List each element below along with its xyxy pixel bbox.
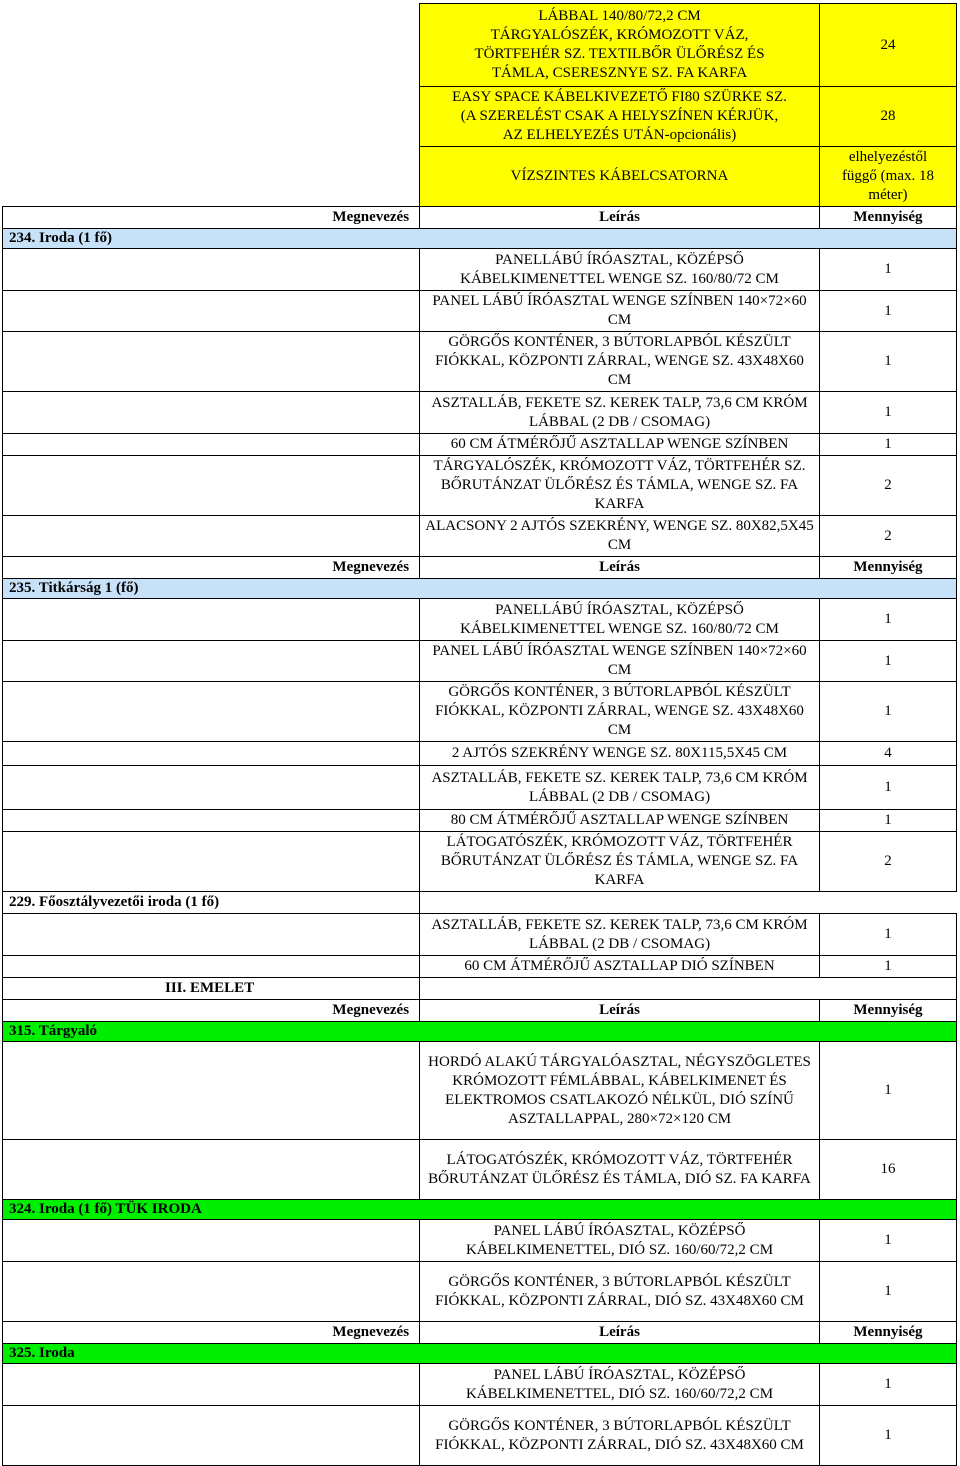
item-quantity: elhelyezéstől függő (max. 18 méter) [819, 147, 956, 207]
item-quantity: 1 [819, 1042, 956, 1140]
room-row [3, 1200, 957, 1220]
item-description: TÁRGYALÓSZÉK, KRÓMOZOTT VÁZ, TÖRTFEHÉR SZ. BŐRUTÁNZAT ÜLŐRÉSZ ÉS TÁMLA, WENGE SZ. FA KARFA [420, 456, 820, 516]
document-page [2, 3, 957, 1466]
table-row [3, 641, 957, 682]
furniture-table [2, 3, 957, 1466]
item-quantity: 1 [819, 810, 956, 832]
table-row [3, 810, 957, 832]
item-quantity: 4 [819, 742, 956, 766]
room-row [3, 1344, 957, 1364]
floor-row [3, 978, 957, 1000]
table-row [3, 914, 957, 956]
item-quantity: 1 [819, 1364, 956, 1406]
header-description: Leírás [420, 1000, 820, 1022]
item-quantity: 1 [819, 434, 956, 456]
item-description: 2 AJTÓS SZEKRÉNY WENGE SZ. 80X115,5X45 CM [420, 742, 820, 766]
item-description: VÍZSZINTES KÁBELCSATORNA [420, 147, 820, 207]
item-description: PANELLÁBÚ ÍRÓASZTAL, KÖZÉPSŐ KÁBELKIMENETTEL WENGE SZ. 160/80/72 CM [420, 249, 820, 291]
item-quantity: 1 [819, 1262, 956, 1322]
table-row [3, 956, 957, 978]
table-row [3, 1140, 957, 1200]
table-row [3, 249, 957, 291]
room-row [3, 892, 957, 914]
table-row [3, 832, 957, 892]
item-description: PANEL LÁBÚ ÍRÓASZTAL WENGE SZÍNBEN 140×72×60 CM [420, 641, 820, 682]
room-title: 315. Tárgyaló [3, 1022, 957, 1042]
room-title: 325. Iroda [3, 1344, 957, 1364]
item-description: GÖRGŐS KONTÉNER, 3 BÚTORLAPBÓL KÉSZÜLT FIÓKKAL, KÖZPONTI ZÁRRAL, DIÓ SZ. 43X48X60 CM [420, 1406, 820, 1466]
table-header [3, 557, 957, 579]
item-quantity: 16 [819, 1140, 956, 1200]
item-description: PANEL LÁBÚ ÍRÓASZTAL, KÖZÉPSŐ KÁBELKIMENETTEL, DIÓ SZ. 160/60/72,2 CM [420, 1220, 820, 1262]
header-quantity: Mennyiség [819, 1000, 956, 1022]
item-quantity: 2 [819, 832, 956, 892]
item-quantity: 1 [819, 332, 956, 392]
item-description: GÖRGŐS KONTÉNER, 3 BÚTORLAPBÓL KÉSZÜLT FIÓKKAL, KÖZPONTI ZÁRRAL, DIÓ SZ. 43X48X60 CM [420, 1262, 820, 1322]
item-description: EASY SPACE KÁBELKIVEZETŐ FI80 SZÜRKE SZ. (A SZERELÉST CSAK A HELYSZÍNEN KÉRJÜK, AZ ELHELYEZÉS UTÁN-opcionális) [420, 87, 820, 147]
item-description: GÖRGŐS KONTÉNER, 3 BÚTORLAPBÓL KÉSZÜLT FIÓKKAL, KÖZPONTI ZÁRRAL, WENGE SZ. 43X48X60 CM [420, 682, 820, 742]
table-header [3, 1000, 957, 1022]
item-description: ASZTALLÁB, FEKETE SZ. KEREK TALP, 73,6 CM KRÓM LÁBBAL (2 DB / CSOMAG) [420, 392, 820, 434]
table-row [3, 332, 957, 392]
table-row [3, 1220, 957, 1262]
item-quantity: 2 [819, 516, 956, 557]
item-quantity: 1 [819, 599, 956, 641]
table-row [3, 1262, 957, 1322]
item-quantity: 1 [819, 392, 956, 434]
floor-label: III. EMELET [3, 978, 420, 1000]
item-quantity: 1 [819, 766, 956, 810]
table-row [3, 392, 957, 434]
room-title: 234. Iroda (1 fő) [3, 229, 957, 249]
item-quantity: 1 [819, 249, 956, 291]
table-row [3, 147, 957, 207]
item-description: PANELLÁBÚ ÍRÓASZTAL, KÖZÉPSŐ KÁBELKIMENETTEL WENGE SZ. 160/80/72 CM [420, 599, 820, 641]
room-title: 235. Titkárság 1 (fő) [3, 579, 957, 599]
header-description: Leírás [420, 1322, 820, 1344]
item-description: PANEL LÁBÚ ÍRÓASZTAL WENGE SZÍNBEN 140×72×60 CM [420, 291, 820, 332]
table-row [3, 291, 957, 332]
table-row [3, 682, 957, 742]
table-row [3, 434, 957, 456]
header-name: Megnevezés [3, 557, 420, 579]
item-description: ALACSONY 2 AJTÓS SZEKRÉNY, WENGE SZ. 80X82,5X45 CM [420, 516, 820, 557]
header-quantity: Mennyiség [819, 207, 956, 229]
item-description: GÖRGŐS KONTÉNER, 3 BÚTORLAPBÓL KÉSZÜLT FIÓKKAL, KÖZPONTI ZÁRRAL, WENGE SZ. 43X48X60 CM [420, 332, 820, 392]
item-quantity: 1 [819, 682, 956, 742]
item-description: HORDÓ ALAKÚ TÁRGYALÓASZTAL, NÉGYSZÖGLETES KRÓMOZOTT FÉMLÁBBAL, KÁBELKIMENET ÉS ELEKTROMOS CSATLAKOZÓ NÉLKÜL, DIÓ SZÍNŰ ASZTALLAPPAL, 280×72×120 CM [420, 1042, 820, 1140]
header-name: Megnevezés [3, 1000, 420, 1022]
header-description: Leírás [420, 557, 820, 579]
table-header [3, 1322, 957, 1344]
header-quantity: Mennyiség [819, 557, 956, 579]
table-row [3, 87, 957, 147]
item-description: 60 CM ÁTMÉRŐJŰ ASZTALLAP WENGE SZÍNBEN [420, 434, 820, 456]
item-quantity: 1 [819, 291, 956, 332]
room-row [3, 579, 957, 599]
table-header [3, 207, 957, 229]
header-name: Megnevezés [3, 1322, 420, 1344]
header-quantity: Mennyiség [819, 1322, 956, 1344]
item-quantity: 1 [819, 914, 956, 956]
item-description: 80 CM ÁTMÉRŐJŰ ASZTALLAP WENGE SZÍNBEN [420, 810, 820, 832]
item-quantity: 1 [819, 1220, 956, 1262]
item-quantity: 1 [819, 956, 956, 978]
table-row [3, 1406, 957, 1466]
item-quantity: 2 [819, 456, 956, 516]
table-row [3, 516, 957, 557]
table-row [3, 456, 957, 516]
table-row [3, 1042, 957, 1140]
item-quantity: 28 [819, 87, 956, 147]
table-row [3, 1364, 957, 1406]
item-description: LÁTOGATÓSZÉK, KRÓMOZOTT VÁZ, TÖRTFEHÉR BŐRUTÁNZAT ÜLŐRÉSZ ÉS TÁMLA, DIÓ SZ. FA KARFA [420, 1140, 820, 1200]
room-title: 229. Főosztályvezetői iroda (1 fő) [3, 892, 420, 914]
header-description: Leírás [420, 207, 820, 229]
room-row [3, 229, 957, 249]
item-description: ASZTALLÁB, FEKETE SZ. KEREK TALP, 73,6 CM KRÓM LÁBBAL (2 DB / CSOMAG) [420, 766, 820, 810]
header-name: Megnevezés [3, 207, 420, 229]
item-description: PANEL LÁBÚ ÍRÓASZTAL, KÖZÉPSŐ KÁBELKIMENETTEL, DIÓ SZ. 160/60/72,2 CM [420, 1364, 820, 1406]
item-quantity: 1 [819, 641, 956, 682]
item-quantity: 24 [819, 4, 956, 87]
table-row [3, 599, 957, 641]
item-description: LÁTOGATÓSZÉK, KRÓMOZOTT VÁZ, TÖRTFEHÉR BŐRUTÁNZAT ÜLŐRÉSZ ÉS TÁMLA, WENGE SZ. FA KARFA [420, 832, 820, 892]
item-quantity: 1 [819, 1406, 956, 1466]
table-row [3, 4, 957, 87]
item-description: ASZTALLÁB, FEKETE SZ. KEREK TALP, 73,6 CM KRÓM LÁBBAL (2 DB / CSOMAG) [420, 914, 820, 956]
table-row [3, 742, 957, 766]
item-description: LÁBBAL 140/80/72,2 CM TÁRGYALÓSZÉK, KRÓMOZOTT VÁZ, TÖRTFEHÉR SZ. TEXTILBŐR ÜLŐRÉSZ ÉS TÁMLA, CSERESZNYE SZ. FA KARFA [420, 4, 820, 87]
table-row [3, 766, 957, 810]
room-row [3, 1022, 957, 1042]
room-title: 324. Iroda (1 fő) TÜK IRODA [3, 1200, 957, 1220]
item-description: 60 CM ÁTMÉRŐJŰ ASZTALLAP DIÓ SZÍNBEN [420, 956, 820, 978]
